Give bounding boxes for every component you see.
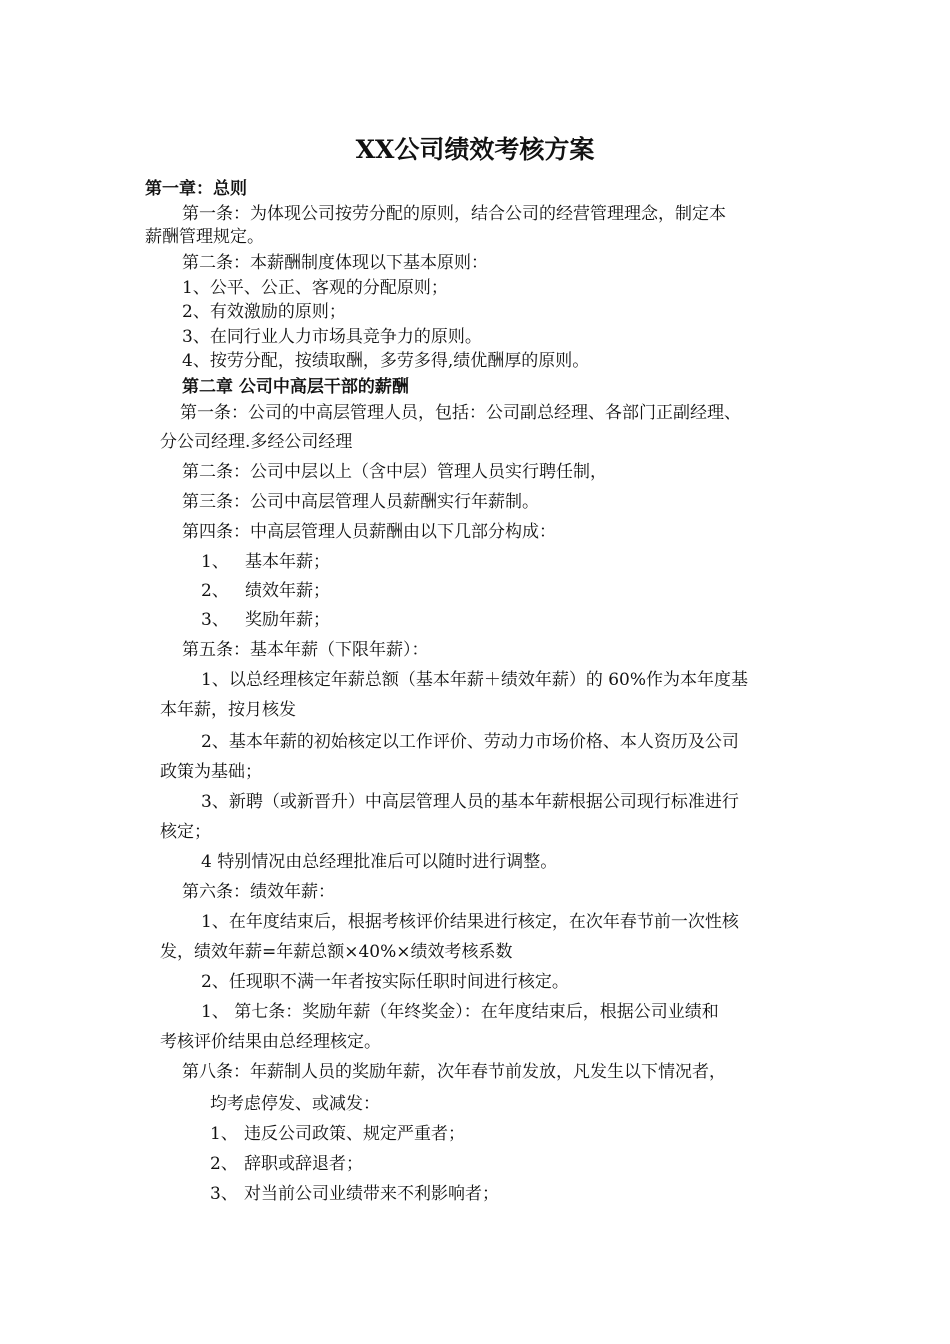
ch2-article-2: 第二条：公司中层以上（含中层）管理人员实行聘任制，: [182, 462, 607, 482]
ch1-principle-1: 1、公平、公正、客观的分配原则；: [182, 278, 448, 298]
ch1-principle-4: 4、按劳分配，按绩取酬，多劳多得,绩优酬厚的原则。: [182, 351, 590, 371]
list-text: 违反公司政策、规定严重者；: [244, 1124, 465, 1144]
ch1-article-2: 第二条：本薪酬制度体现以下基本原则：: [182, 253, 488, 273]
list-number: 2、: [201, 581, 229, 601]
list-number: 2、: [210, 1154, 238, 1174]
ch2-article-6: 第六条：绩效年薪：: [182, 882, 335, 902]
list-number: 1、: [210, 1124, 238, 1144]
ch1-article-1-line-1: 第一条：为体现公司按劳分配的原则，结合公司的经营管理理念，制定本: [182, 204, 726, 224]
ch2-article-8-line-2: 均考虑停发、或减发：: [210, 1094, 380, 1114]
ch2-component-1: [201, 551, 330, 573]
ch2-article-5-item-1-line-2: 本年薪，按月核发: [160, 700, 296, 720]
ch2-component-2: [201, 580, 330, 602]
chapter-2-heading: 第二章 公司中高层干部的薪酬: [182, 377, 409, 397]
ch2-article-7-line-1: 1、 第七条：奖励年薪（年终奖金）：在年度结束后，根据公司业绩和: [201, 1002, 719, 1022]
ch2-article-7-line-2: 考核评价结果由总经理核定。: [160, 1032, 381, 1052]
list-text: 绩效年薪；: [245, 581, 330, 601]
ch2-article-8-line-1: 第八条：年薪制人员的奖励年薪，次年春节前发放，凡发生以下情况者，: [182, 1062, 726, 1082]
ch2-article-5: 第五条：基本年薪（下限年薪）：: [182, 640, 429, 660]
document-title: XX公司绩效考核方案: [355, 135, 595, 164]
list-text: 奖励年薪；: [245, 610, 330, 630]
list-number: 3、: [201, 610, 229, 630]
ch2-article-1-line-2: 分公司经理.多经公司经理: [160, 432, 353, 452]
ch2-component-3: [201, 609, 330, 631]
ch1-principle-2: 2、有效激励的原则；: [182, 302, 346, 322]
ch2-article-3: 第三条：公司中高层管理人员薪酬实行年薪制。: [182, 492, 539, 512]
ch2-article-5-item-2-line-1: 2、基本年薪的初始核定以工作评价、劳动力市场价格、本人资历及公司: [201, 732, 739, 752]
ch2-article-4: 第四条：中高层管理人员薪酬由以下几部分构成：: [182, 522, 556, 542]
list-text: 基本年薪；: [245, 552, 330, 572]
chapter-1-heading: 第一章：总则: [145, 179, 247, 199]
ch2-article-5-item-1-line-1: 1、以总经理核定年薪总额（基本年薪＋绩效年薪）的 60%作为本年度基: [201, 670, 749, 690]
ch1-principle-3: 3、在同行业人力市场具竞争力的原则。: [182, 327, 482, 347]
list-text: 辞职或辞退者；: [244, 1154, 363, 1174]
ch1-article-1-line-2: 薪酬管理规定。: [145, 227, 264, 247]
list-number: 1、: [201, 552, 229, 572]
ch2-article-5-item-4: 4 特别情况由总经理批准后可以随时进行调整。: [201, 852, 558, 872]
ch2-article-5-item-3-line-2: 核定；: [160, 822, 211, 842]
ch2-article-5-item-2-line-2: 政策为基础；: [160, 762, 262, 782]
ch2-article-1-line-1: 第一条：公司的中高层管理人员，包括：公司副总经理、各部门正副经理、: [180, 403, 741, 423]
list-number: 3、: [210, 1184, 238, 1204]
ch2-condition-1: [210, 1123, 465, 1145]
ch2-article-6-item-2: 2、任现职不满一年者按实际任职时间进行核定。: [201, 972, 569, 992]
ch2-article-5-item-3-line-1: 3、新聘（或新晋升）中高层管理人员的基本年薪根据公司现行标准进行: [201, 792, 739, 812]
ch2-article-6-item-1-line-2: 发，绩效年薪=年薪总额×40%×绩效考核系数: [160, 942, 513, 962]
ch2-article-6-item-1-line-1: 1、在年度结束后，根据考核评价结果进行核定，在次年春节前一次性核: [201, 912, 739, 932]
list-text: 对当前公司业绩带来不利影响者；: [244, 1184, 499, 1204]
ch2-condition-2: [210, 1153, 363, 1175]
ch2-condition-3: [210, 1183, 499, 1205]
